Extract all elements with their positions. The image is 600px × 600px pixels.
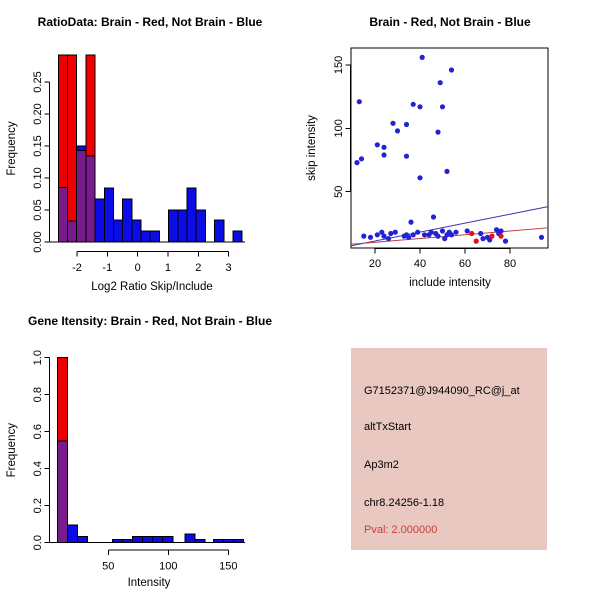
y-tick-label: 0.0: [32, 535, 44, 551]
data-point-not_brain: [449, 67, 454, 72]
data-point-not_brain: [404, 122, 409, 127]
hist-bar-segment: [86, 156, 95, 242]
y-axis-title: Frequency: [6, 423, 18, 478]
data-point-not_brain: [539, 235, 544, 240]
x-tick-label: 100: [159, 560, 178, 573]
blue_fit_line: [351, 207, 548, 246]
data-point-not_brain: [498, 228, 503, 233]
data-point-not_brain: [357, 99, 362, 104]
hist-bar-segment: [169, 210, 178, 242]
data-point-not_brain: [375, 232, 380, 237]
hist-bar-segment: [141, 231, 150, 242]
hist-bar-segment: [233, 540, 243, 543]
data-point-not_brain: [417, 175, 422, 180]
x-tick-label: 20: [368, 258, 382, 270]
data-point-not_brain: [354, 160, 359, 165]
y-tick-label: 0.05: [32, 199, 44, 221]
hist-bar-segment: [178, 210, 187, 242]
data-point-not_brain: [449, 232, 454, 237]
event-type-text: altTxStart: [364, 421, 412, 433]
data-point-not_brain: [406, 235, 411, 240]
y-tick-label: 0.15: [32, 135, 44, 157]
y-axis-title: skip intensity: [306, 115, 318, 181]
y-tick-label: 0.00: [32, 231, 44, 253]
hist-bar-segment: [68, 55, 77, 221]
x-axis-title: include intensity: [409, 277, 491, 289]
hist-bar-segment: [57, 441, 67, 543]
data-point-not_brain: [381, 152, 386, 157]
data-point-not_brain: [375, 142, 380, 147]
hist-bar-segment: [68, 221, 77, 242]
probe-id-text: G7152371@J944090_RC@j_at: [364, 385, 520, 397]
data-point-not_brain: [395, 128, 400, 133]
data-point-not_brain: [381, 145, 386, 150]
hist-bar-segment: [195, 540, 205, 543]
gene_hist-svg: [0, 300, 300, 600]
data-point-not_brain: [440, 228, 445, 233]
hist-bar-segment: [113, 220, 122, 242]
genomic-location-text: chr8.24256-1.18: [364, 497, 445, 509]
data-point-not_brain: [361, 234, 366, 239]
chart-title: Brain - Red, Not Brain - Blue: [369, 15, 531, 29]
y-tick-label: 1.0: [32, 350, 44, 366]
x-tick-label: 50: [102, 560, 115, 573]
ratio_hist-svg: [0, 0, 300, 300]
x-tick-label: 150: [219, 560, 238, 573]
plot-box: [351, 48, 548, 248]
data-point-not_brain: [415, 230, 420, 235]
y-tick-label: 150: [333, 55, 345, 75]
data-point-not_brain: [390, 121, 395, 126]
x-tick-label: 2: [195, 262, 202, 274]
y-tick-label: 0.25: [32, 71, 44, 93]
hist-bar-segment: [67, 525, 77, 543]
hist-bar-segment: [58, 55, 67, 188]
hist-bar-segment: [133, 537, 143, 543]
chart-title: RatioData: Brain - Red, Not Brain - Blue: [37, 15, 263, 29]
data-point-not_brain: [435, 130, 440, 135]
hist-bar-segment: [132, 220, 141, 242]
data-point-not_brain: [429, 230, 434, 235]
data-point-not_brain: [478, 231, 483, 236]
data-point-not_brain: [435, 234, 440, 239]
data-point-brain: [469, 231, 474, 236]
hist-bar-segment: [215, 220, 224, 242]
hist-bar-segment: [213, 540, 223, 543]
data-point-not_brain: [417, 104, 422, 109]
hist-bar-segment: [113, 540, 123, 543]
data-point-not_brain: [503, 239, 508, 244]
hist-bar-segment: [163, 537, 173, 543]
data-point-not_brain: [411, 232, 416, 237]
data-point-not_brain: [422, 232, 427, 237]
data-point-brain: [474, 239, 479, 244]
gene-symbol-text: Ap3m2: [364, 459, 399, 471]
x-tick-label: -1: [102, 262, 113, 274]
data-point-not_brain: [359, 156, 364, 161]
hist-bar-segment: [150, 231, 159, 242]
data-point-brain: [498, 234, 503, 239]
data-point-not_brain: [411, 102, 416, 107]
hist-bar-segment: [123, 199, 132, 242]
data-point-not_brain: [388, 231, 393, 236]
x-tick-label: 1: [164, 262, 172, 274]
hist-bar-segment: [77, 537, 87, 543]
pval-text: Pval: 2.000000: [364, 524, 438, 536]
x-tick-label: 40: [413, 258, 427, 270]
hist-bar-segment: [77, 151, 86, 243]
hist-bar-segment: [104, 188, 113, 242]
hist-bar-segment: [223, 540, 233, 543]
data-point-not_brain: [453, 230, 458, 235]
hist-bar-segment: [196, 210, 205, 242]
y-tick-label: 100: [333, 119, 345, 138]
x-tick-label: -2: [72, 262, 82, 274]
x-tick-label: 3: [225, 262, 232, 274]
data-point-not_brain: [431, 214, 436, 219]
data-point-not_brain: [408, 220, 413, 225]
data-point-not_brain: [404, 154, 409, 159]
intensity_scatter-svg: [300, 0, 600, 300]
x-tick-label: 80: [503, 258, 517, 270]
hist-bar-segment: [86, 55, 95, 156]
hist-bar-segment: [95, 199, 104, 242]
hist-bar-segment: [58, 188, 67, 242]
y-tick-label: 0.4: [32, 461, 44, 477]
data-point-brain: [489, 234, 494, 239]
hist-bar-segment: [185, 534, 195, 543]
hist-bar-segment: [57, 358, 67, 441]
x-tick-label: 60: [458, 258, 472, 270]
data-point-not_brain: [368, 235, 373, 240]
hist-bar-segment: [123, 540, 133, 543]
data-point-not_brain: [393, 230, 398, 235]
data-point-not_brain: [480, 236, 485, 241]
data-point-not_brain: [438, 80, 443, 85]
data-point-not_brain: [465, 228, 470, 233]
chart-title: Gene Itensity: Brain - Red, Not Brain - Blue: [27, 314, 273, 328]
hist-bar-segment: [77, 146, 86, 151]
y-tick-label: 0.2: [32, 498, 44, 514]
gene-info-panel: [351, 348, 547, 550]
y-tick-label: 0.8: [32, 387, 44, 403]
x-tick-label: 0: [134, 262, 141, 274]
data-point-not_brain: [444, 169, 449, 174]
y-tick-label: 0.20: [32, 103, 44, 125]
x-axis-title: Intensity: [127, 577, 171, 589]
y-axis-title: Frequency: [6, 121, 18, 176]
hist-bar-segment: [233, 231, 242, 242]
data-point-not_brain: [440, 104, 445, 109]
hist-bar-segment: [143, 537, 153, 543]
data-point-not_brain: [420, 55, 425, 60]
hist-bar-segment: [153, 537, 163, 543]
y-tick-label: 0.6: [32, 424, 44, 440]
data-point-not_brain: [386, 236, 391, 241]
y-tick-label: 50: [333, 185, 345, 198]
data-point-not_brain: [381, 234, 386, 239]
hist-bar-segment: [187, 188, 196, 242]
x-axis-title: Log2 Ratio Skip/Include: [91, 281, 213, 293]
y-tick-label: 0.10: [32, 167, 44, 189]
